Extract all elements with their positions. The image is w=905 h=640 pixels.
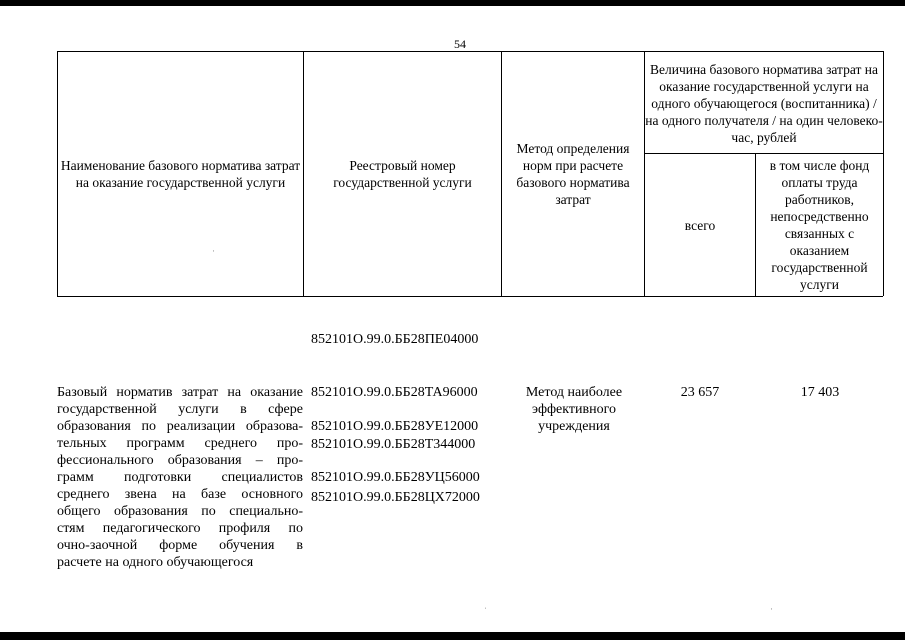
scan-border-bottom (0, 632, 905, 640)
service-name-line: государственной услуги в сфере (57, 402, 303, 417)
service-name-line: стям педагогического профиля по (57, 521, 303, 536)
header-registry-number (304, 52, 501, 296)
method-cell: Метод наиболее эффективного учреждения (525, 385, 623, 434)
total-value: 23 657 (680, 385, 720, 400)
header-value-group (645, 53, 883, 153)
registry-code: 852101О.99.0.ББ28Т344000 (311, 437, 476, 452)
service-name-cell (57, 384, 303, 571)
header-name (58, 52, 303, 296)
header-total-text: всего (684, 217, 716, 233)
registry-code: 852101О.99.0.ББ28УЦ56000 (311, 470, 480, 485)
service-name-line: образования по реализации образова- (57, 419, 303, 434)
registry-code: 852101О.99.0.ББ28ЦХ72000 (311, 489, 480, 505)
service-name-line: грамм подготовки специалистов (57, 470, 303, 485)
registry-code: 852101О.99.0.ББ28УЕ12000 (311, 419, 479, 434)
header-total (645, 154, 755, 296)
header-name-text: Наименование базового норматива затрат на оказание государственной услуги (60, 158, 301, 190)
scan-speck: · (770, 604, 773, 614)
fund-value: 17 403 (800, 385, 840, 400)
registry-code: 852101О.99.0.ББ28ТА96000 (311, 384, 478, 400)
header-value-group-text: Величина базового норматива затрат на оказание государственной услуги на одного обучающегося (воспитанника) / на одного получателя / на один человеко-час, рублей (645, 61, 883, 145)
scan-speck: ˈ (484, 606, 487, 616)
service-name-line: среднего звена на базе основного (57, 487, 303, 502)
service-name-line: общего образования по специально- (57, 504, 303, 519)
header-method (502, 52, 644, 296)
header-right-border (883, 51, 884, 296)
scan-speck: · (212, 246, 215, 256)
service-name-line: Базовый норматив затрат на оказание (57, 385, 303, 400)
header-fund (756, 154, 883, 296)
service-name-line: тельных программ среднего про- (57, 436, 303, 451)
page-number: 54 (454, 37, 466, 51)
service-name-line: фессионального образования – про- (57, 453, 303, 468)
registry-code: 852101О.99.0.ББ28ПЕ04000 (311, 332, 479, 347)
service-name-line: очно-заочной форме обучения в (57, 538, 303, 553)
header-method-text: Метод определения норм при расчете базового норматива затрат (516, 141, 630, 207)
header-registry-number-text: Реестровый номер государственной услуги (333, 158, 472, 190)
service-name-line: расчете на одного обучающегося (57, 555, 254, 570)
header-fund-text: в том числе фонд оплаты труда работников, непосредственно связанных с оказанием государственной услуги (769, 158, 870, 292)
service-codes-cell (311, 384, 480, 503)
scan-border-top (0, 0, 905, 6)
